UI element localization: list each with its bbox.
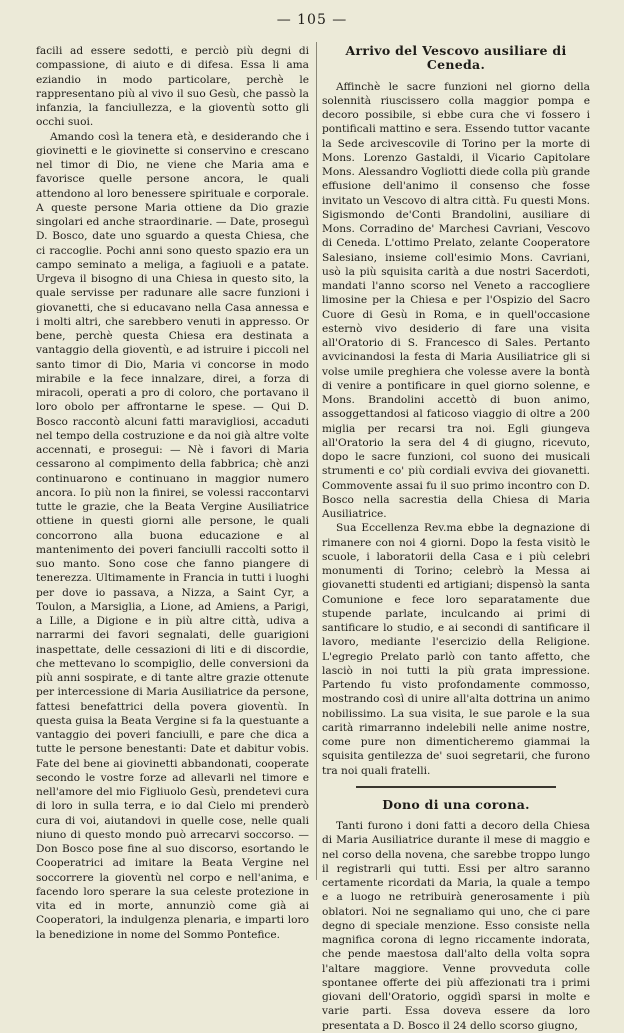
left-column [36, 44, 309, 942]
section1-paragraph: Affinchè le sacre funzioni nel giorno della solennità riuscissero colla maggior pompa e decoro possibile, si ebbe cura che vi fossero i pontificali mattino e sera. Essendo tuttor vacante la Sede arcivescovile di Torino per la morte di Mons. Lorenzo Gastaldi, il Vicario Capitolare Mons. Alessandro Vogliotti diede colla più grande effusione dell'animo il consenso che fosse invitato un Vescovo di altra città. Fu questi Mons. Sigismondo de'Conti Brandolini, ausiliare di Mons. Corradino de' Marchesi Cavriani, Vescovo di Ceneda. L'ottimo Prelato, zelante Cooperatore Salesiano, insieme coll'esimio Mons. Cavriani, usò la più squisita carità a due nostri Sacerdoti, mandati l'anno scorso nel Veneto a raccogliere limosine per la Chiesa e per l'Ospizio del Sacro Cuore di Gesù in Roma, e in quell'occasione esternò vivo desiderio di fare una visita all'Oratorio di S. Francesco di Sales. Pertanto avvicinandosi la festa di Maria Ausiliatrice gli si volse umile preghiera che volesse avere la bontà di venire a pontificare in quel giorno solenne, e Mons. Brandolini accettò di buon animo, assoggettandosi al faticoso viaggio di oltre a 200 miglia per recarsi tra noi. Egli giungeva all'Oratorio la sera del 4 di giugno, ricevuto, dopo le sacre funzioni, col suono dei musicali strumenti e co' più cordiali evviva dei giovanetti. Commovente assai fu il suo primo incontro con D. Bosco nella sacrestia della Chiesa di Maria Ausiliatrice. [322, 80, 590, 520]
left-paragraph: facili ad essere sedotti, e perciò più degni di compassione, di aiuto e di difesa. Essa li ama eziandio in modo particolare, perchè le rappresentano più al vivo il suo Gesù, che passò la infanzia, la fanciullezza, e la gioventù sotto gli occhi suoi. [36, 45, 309, 129]
column-divider [316, 42, 317, 880]
section1-paragraph: Sua Eccellenza Rev.ma ebbe la degnazione di rimanere con noi 4 giorni. Dopo la festa visitò le scuole, i laboratorii della Casa e i più celebri monumenti di Torino; celebrò la Messa ai giovanetti studenti ed artigiani; dispensò la santa Comunione e fece loro separatamente due stupende parlate, inculcando ai primi di santificare lo studio, e ai secondi di santificare il lavoro, mediante l'esercizio della Religione. L'egregio Prelato parlò con tanto affetto, che lasciò in noi tutti la più grata impressione. Partendo fu visto profondamente commosso, mostrando così di unire all'alta dottrina un animo nobilissimo. La sua visita, le sue parole e la sua carità rimarranno indelebili nelle anime nostre, come pure non dimenticheremo giammai la squisita gentilezza de' suoi segretarii, che furono tra noi quali fratelli. [322, 522, 590, 777]
section2-paragraph: Tanti furono i doni fatti a decoro della Chiesa di Maria Ausiliatrice durante il mese di maggio e nel corso della novena, che sarebbe troppo lungo il registrarli qui tutti. Essi per altro saranno certamente ricordati da Maria, la quale a tempo e a luogo ne retribuirà generosamente i più oblatori. Noi ne segnaliamo qui uno, che ci pare degno di speciale menzione. Esso consiste nella magnifica corona di legno riccamente indorata, che pende maestosa dall'alto della volta sopra l'altare maggiore. Venne provveduta colle spontanee offerte dei più affezionati tra i primi giovani dell'Oratorio, oggidì sparsi in molte e varie parti. Essa doveva essere da loro presentata a D. Bosco il 24 dello scorso giugno, [322, 820, 590, 1032]
section-title-arrivo: Arrivo del Vescovo ausiliare di Ceneda. [345, 43, 567, 73]
section-title-dono: Dono di una corona. [382, 796, 530, 812]
left-paragraph: Amando così la tenera età, e desiderando che i giovinetti e le giovinette si conservino e crescano nel timor di Dio, ne viene che Maria ama e favorisce quelle persone ancora, le quali attendono al loro benessere spirituale e corporale. A queste persone Maria ottiene da Dio grazie singolari ed anche straordinarie. — Date, proseguì D. Bosco, date uno sguardo a questa Chiesa, che ci raccoglie. Pochi anni sono questo spazio era un campo seminato a meliga, a fagiuoli e a patate. Urgeva il bisogno di una Chiesa in questo sito, la quale servisse per radunare alle sacre funzioni i giovanetti, che si educavano nella Casa annessa e i molti altri, che sarebbero venuti in appresso. Or bene, perchè questa Chiesa era destinata a vantaggio della gioventù, e ad istruire i piccoli nel santo timor di Dio, Maria vi concorse in modo mirabile e la fece innalzare, direi, a forza di miracoli, operati a pro di coloro, che portavano il loro obolo per affrontarne le spese. — Qui D. Bosco raccontò alcuni fatti maravigliosi, accaduti nel tempo della costruzione e da noi già altre volte accennati, e prosegui: — Nè i favori di Maria cessarono al compimento della fabbrica; chè anzi continuarono e continuano in maggior numero ancora. Io più non la finirei, se volessi raccontarvi tutte le grazie, che la Beata Vergine Ausiliatrice ottiene in questi giorni alle persone, le quali concorrono alla buona educazione e al mantenimento dei poveri fanciulli raccolti sotto il suo manto. Sono cose che fanno piangere di tenerezza. Ultimamente in Francia in tutti i luoghi per dove io passava, a Nizza, a Saint Cyr, a Toulon, a Marsiglia, a Lione, ad Amiens, a Parigi, a Lille, a Digione e in più altre città, udiva a narrarmi dei favori segnalati, delle guarigioni inaspettate, delle cessazioni di liti e di discordie, che mettevano lo scompiglio, delle conversioni da più anni sospirate, e di tante altre grazie ottenute per intercessione di Maria Ausiliatrice da persone, fattesi benefattrici della povera gioventù. In questa guisa la Beata Vergine si fa la questuante a vantaggio dei poveri fanciulli, e pare che dica a tutte le persone benestanti: Date et dabitur vobis. Fate del bene ai giovinetti abbandonati, cooperate secondo le vostre forze ad allevarli nel timore e nell'amore del mio Figliuolo Gesù, prendetevi cura di loro in sulla terra, e io dal Cielo mi prenderò cura di voi, aiutandovi in quelle cose, nelle quali niuno di questo mondo può arrecarvi soccorso. — Don Bosco pose fine al suo discorso, esortando le Cooperatrici ad imitare la Beata Vergine nel soccorrere la gioventù nel corpo e nell'anima, e facendo loro sperare la sua celeste protezione in vita ed in morte, annunziò come già ai Cooperatori, la indulgenza plenaria, e imparti loro la benedizione in nome del Sommo Pontefice. [36, 130, 310, 941]
right-column [322, 44, 590, 1033]
page-number: — 105 — [276, 12, 348, 28]
section-separator [356, 786, 556, 788]
